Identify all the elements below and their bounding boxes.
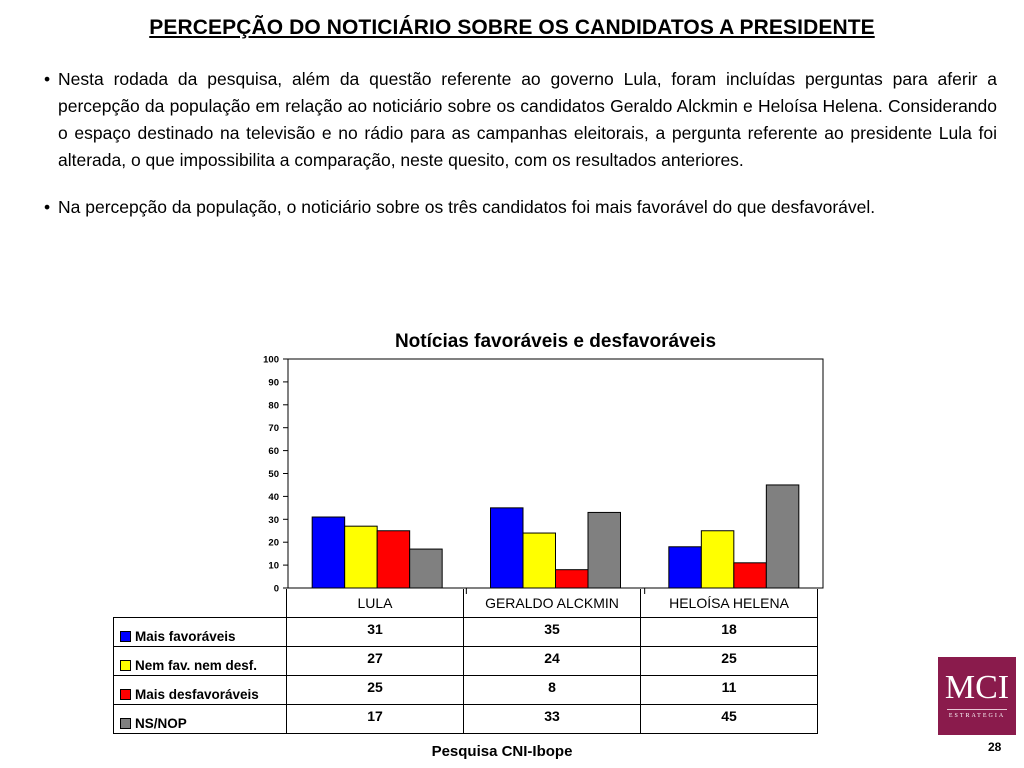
bar [766, 485, 799, 588]
data-label: 8 [464, 676, 641, 705]
data-label: 31 [287, 618, 464, 647]
bar [312, 517, 345, 588]
category-label: HELOÍSA HELENA [641, 589, 818, 618]
y-tick-label: 80 [268, 400, 279, 412]
data-label: 17 [287, 705, 464, 734]
data-table [113, 589, 818, 734]
bullet-icon: • [44, 197, 51, 217]
page-title: PERCEPÇÃO DO NOTICIÁRIO SOBRE OS CANDIDATOS A PRESIDENTE [149, 16, 875, 39]
table-row [114, 676, 818, 705]
table-corner [114, 589, 287, 618]
bar [734, 563, 767, 588]
bullet-text: Na percepção da população, o noticiário sobre os três candidatos foi mais favorável do que desfavorável. [58, 197, 876, 217]
bar [556, 570, 589, 588]
logo-text: MCI [944, 669, 1010, 706]
legend-label: Mais favoráveis [135, 629, 236, 644]
chart-title: Notícias favoráveis e desfavoráveis [394, 331, 717, 352]
legend-swatch [120, 718, 131, 729]
bar [701, 531, 734, 588]
y-tick-label: 10 [268, 560, 279, 572]
bar [523, 533, 556, 588]
logo-subtext: ESTRATEGIA [948, 713, 1006, 719]
data-label: 35 [464, 618, 641, 647]
y-tick-label: 100 [263, 354, 279, 366]
y-tick-label: 20 [268, 537, 279, 549]
y-tick-label: 90 [268, 377, 279, 389]
legend-entry [114, 676, 287, 705]
table-row [114, 618, 818, 647]
table-row [114, 647, 818, 676]
bullet-text: Nesta rodada da pesquisa, além da questão referente ao governo Lula, foram incluídas perguntas para aferir a percepção da população em relação ao noticiário sobre os candidatos Geraldo Alckmin e Heloísa Helena. Considerando o espaço destinado na televisão e no rádio para as campanhas eleitorais, a pergunta referente ao presidente Lula foi alterada, o que impossibilita a comparação, neste quesito, com os resultados anteriores. [58, 69, 997, 170]
data-label: 33 [464, 705, 641, 734]
bar [669, 547, 702, 588]
data-label: 24 [464, 647, 641, 676]
bar [377, 531, 410, 588]
y-tick-label: 60 [268, 446, 279, 458]
bar [491, 508, 524, 588]
bullet-icon: • [44, 69, 51, 89]
legend-entry [114, 647, 287, 676]
y-tick-label: 0 [273, 583, 279, 595]
y-tick-label: 40 [268, 491, 279, 503]
y-tick-label: 50 [268, 469, 279, 480]
y-tick-label: 30 [268, 514, 279, 526]
table-header-row [114, 589, 818, 618]
legend-label: Mais desfavoráveis [135, 687, 259, 702]
legend-swatch [120, 660, 131, 671]
page-number: 28 [988, 740, 1002, 754]
logo-divider [947, 709, 1007, 710]
legend-entry [114, 705, 287, 734]
y-tick-label: 70 [268, 423, 279, 435]
bar [410, 549, 443, 588]
data-label: 25 [287, 676, 464, 705]
category-label: GERALDO ALCKMIN [464, 589, 641, 618]
legend-entry [114, 618, 287, 647]
legend-label: Nem fav. nem desf. [135, 658, 258, 673]
data-label: 27 [287, 647, 464, 676]
mci-logo [938, 657, 1016, 735]
footer-source: Pesquisa CNI-Ibope [431, 743, 573, 760]
category-label: LULA [287, 589, 464, 618]
legend-swatch [120, 689, 131, 700]
bar [345, 526, 378, 588]
data-label: 18 [641, 618, 818, 647]
legend-swatch [120, 631, 131, 642]
data-label: 11 [641, 676, 818, 705]
table-row [114, 705, 818, 734]
legend-label: NS/NOP [135, 716, 187, 731]
bar [588, 512, 621, 588]
data-label: 25 [641, 647, 818, 676]
data-label: 45 [641, 705, 818, 734]
